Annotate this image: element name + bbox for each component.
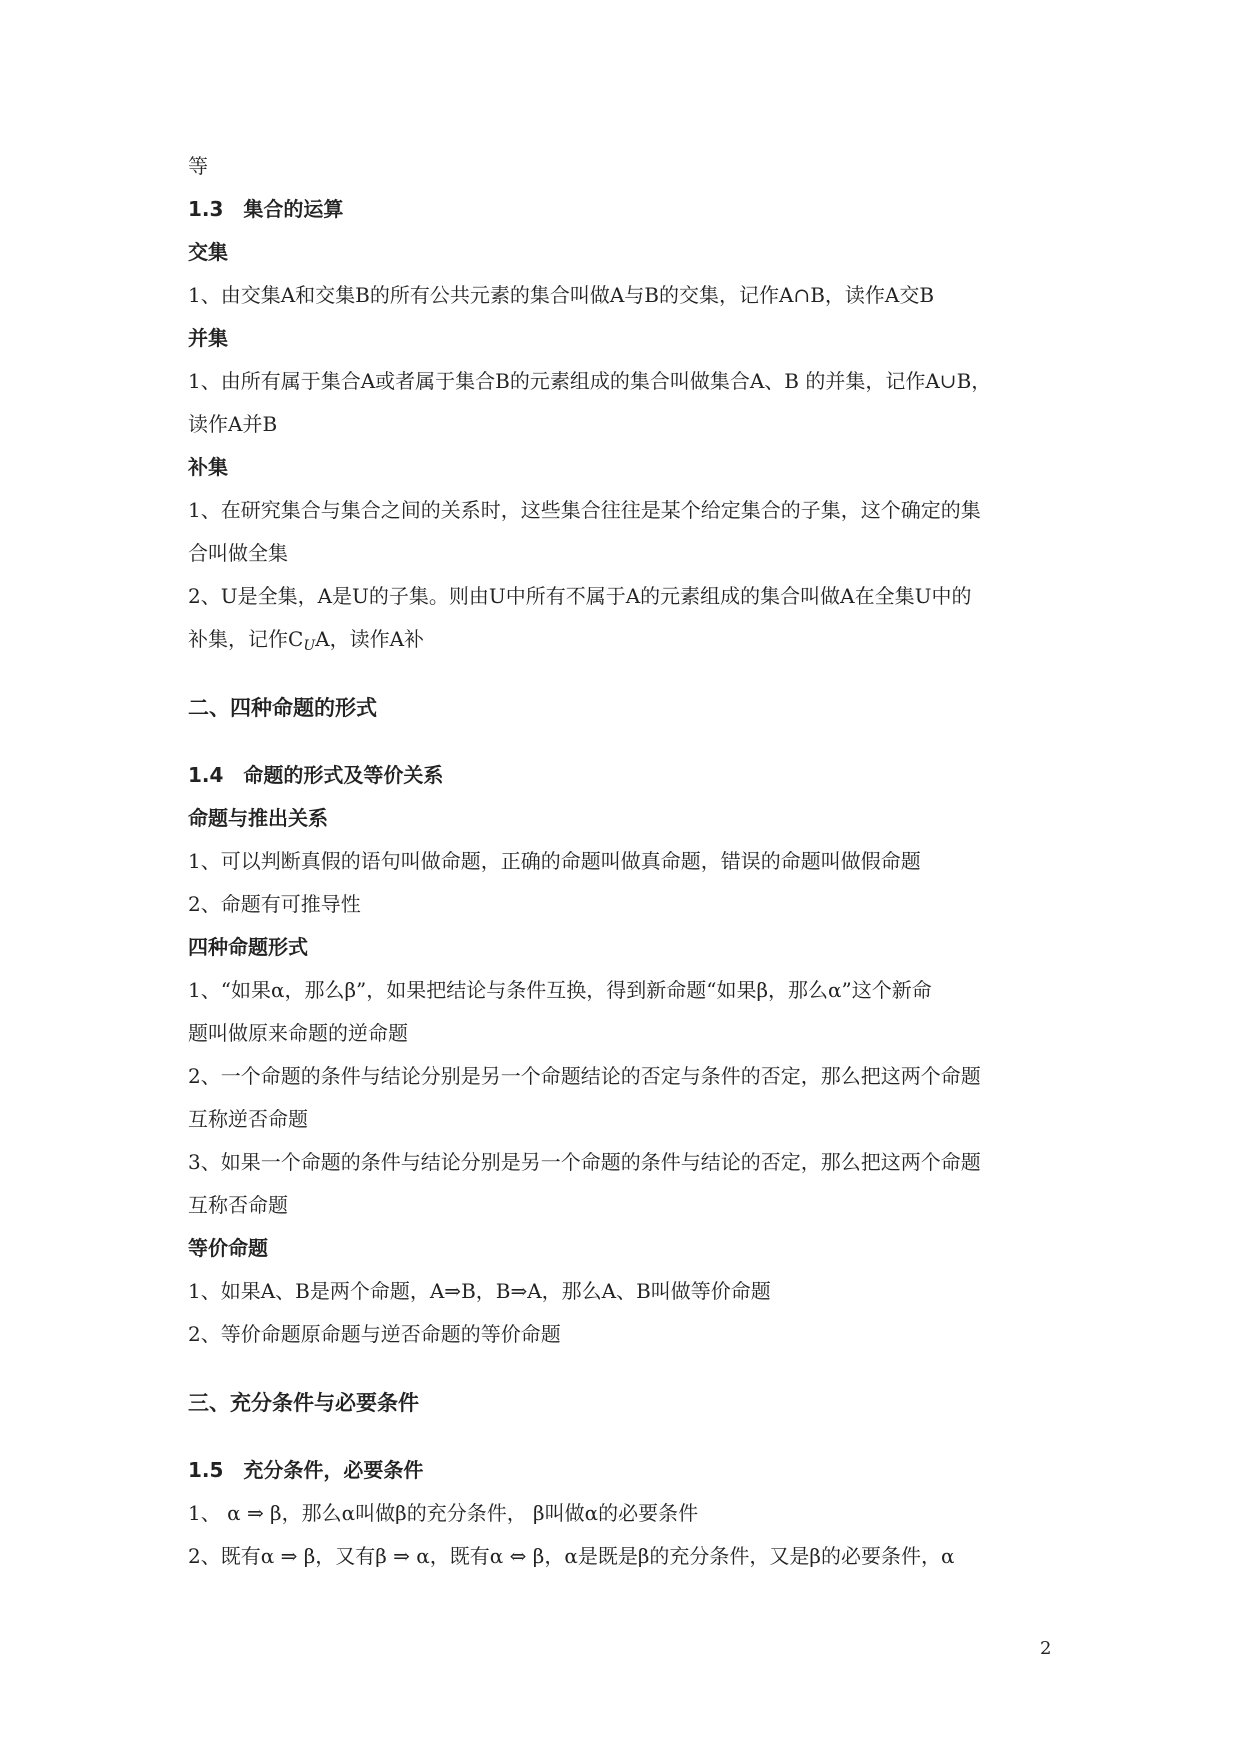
complement-item-2-line-2 [188, 618, 1068, 661]
equivalence-item-2: 2、等价命题原命题与逆否命题的等价命题 [188, 1322, 561, 1346]
union-item-1-line-2: 读作A并B [188, 412, 278, 436]
complement-item-2-line-1: 2、U是全集，A是U的子集。则由U中所有不属于A的元素组成的集合叫做A在全集U中的 [188, 584, 972, 608]
complement-item-1-line-2: 合叫做全集 [188, 541, 288, 565]
forms-item-1-line-1: 1、“如果α，那么β”，如果把结论与条件互换，得到新命题“如果β，那么α”这个新命 [188, 978, 932, 1002]
page-number: 2 [1040, 1638, 1052, 1659]
union-title: 并集 [188, 326, 228, 350]
document-body [188, 145, 1068, 1578]
complement-item-2-pre: 补集，记作C [188, 627, 304, 651]
inference-item-1: 1、可以判断真假的语句叫做命题，正确的命题叫做真命题，错误的命题叫做假命题 [188, 849, 921, 873]
forms-item-2-line-1: 2、一个命题的条件与结论分别是另一个命题结论的否定与条件的否定，那么把这两个命题 [188, 1064, 981, 1088]
complement-title: 补集 [188, 455, 228, 479]
forms-item-2-line-2: 互称逆否命题 [188, 1107, 308, 1131]
complement-item-2-post: A，读作A补 [315, 627, 425, 651]
inference-item-2: 2、命题有可推导性 [188, 892, 361, 916]
part-2-title: 二、四种命题的形式 [188, 696, 377, 720]
equivalence-item-1: 1、如果A、B是两个命题，A⇒B，B⇒A，那么A、B叫做等价命题 [188, 1279, 771, 1303]
part-3-title: 三、充分条件与必要条件 [188, 1391, 419, 1415]
union-item-1-line-1: 1、由所有属于集合A或者属于集合B的元素组成的集合叫做集合A、B 的并集，记作A∪B， [188, 369, 992, 393]
intersection-title: 交集 [188, 240, 228, 264]
equivalence-title: 等价命题 [188, 1236, 268, 1260]
sufficiency-item-1: 1、 α ⇒ β，那么α叫做β的充分条件， β叫做α的必要条件 [188, 1501, 699, 1525]
intersection-item-1: 1、由交集A和交集B的所有公共元素的集合叫做A与B的交集，记作A∩B，读作A交B [188, 283, 935, 307]
sufficiency-item-2: 2、既有α ⇒ β，又有β ⇒ α，既有α ⇔ β，α是既是β的充分条件，又是β的必要条件，α [188, 1544, 955, 1568]
complement-subscript: U [303, 638, 316, 654]
section-1-3-title: 1.3 集合的运算 [188, 197, 344, 221]
forms-item-1-line-2: 题叫做原来命题的逆命题 [188, 1021, 408, 1045]
complement-item-1-line-1: 1、在研究集合与集合之间的关系时，这些集合往往是某个给定集合的子集，这个确定的集 [188, 498, 981, 522]
continuation-text: 等 [188, 154, 208, 178]
inference-title: 命题与推出关系 [188, 806, 328, 830]
forms-item-3-line-1: 3、如果一个命题的条件与结论分别是另一个命题的条件与结论的否定，那么把这两个命题 [188, 1150, 981, 1174]
forms-title: 四种命题形式 [188, 935, 308, 959]
section-1-5-title: 1.5 充分条件，必要条件 [188, 1458, 424, 1482]
forms-item-3-line-2: 互称否命题 [188, 1193, 288, 1217]
section-1-4-title: 1.4 命题的形式及等价关系 [188, 763, 444, 787]
